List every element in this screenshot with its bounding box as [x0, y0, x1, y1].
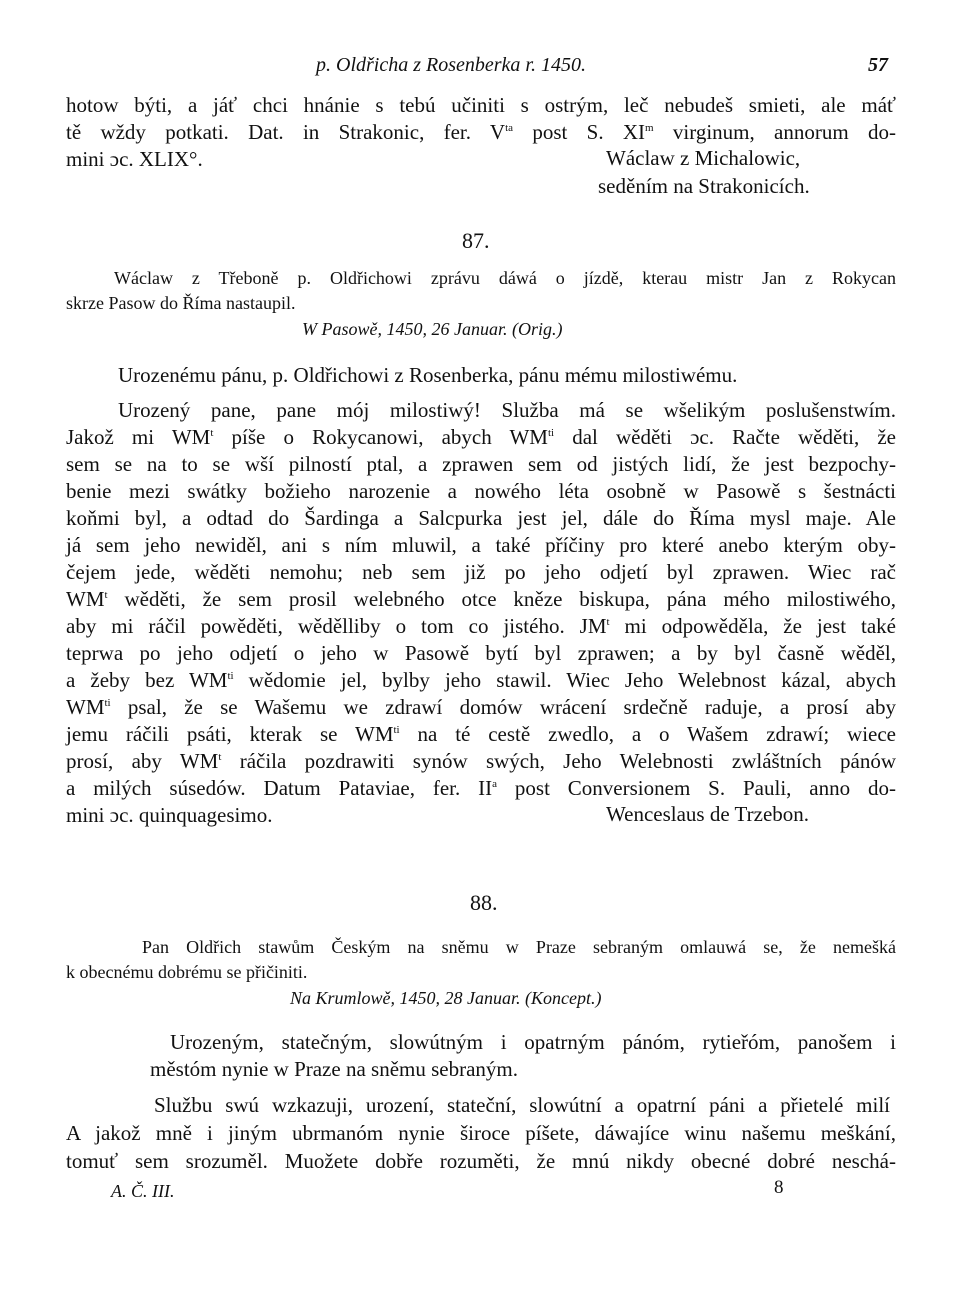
text-line: tomuť sem srozuměl. Muožete dobře rozuměti, že mnú nikdy obecné dobré neschá- — [66, 1149, 896, 1173]
source-note: Na Krumlowě, 1450, 28 Januar. (Koncept.) — [290, 988, 602, 1008]
text-line: Urozený pane, pane mój milostiwý! Služba má se wšelikým poslušenstwím. — [118, 398, 896, 422]
text-line: koňmi byl, a odtad do Šardinga a Salcpurka jest jel, dále do Říma mysl maje. Ale — [66, 506, 896, 530]
text-line: jemu ráčili psáti, kterak se $WM^{ti}$ na té cestě zwedlo, a o Wašem zdrawí; wiece — [66, 722, 896, 746]
text-line: čejem jede, wěděti nemohu; neb sem již po jeho odjetí byl zprawen. Wiec rač — [66, 560, 896, 584]
text-line: sem se na to se wší pilností ptal, a zprawen sem od jistých lidí, že jest bezpochy- — [66, 452, 896, 476]
address-line: Urozeným, statečným, slowútným i opatrným pánóm, rytieřóm, panošem i — [170, 1030, 896, 1054]
text-line: já sem jeho newiděl, ani s ním mluwil, a také příčiny pro které anebo kterým oby- — [66, 533, 896, 557]
text-line: A jakož mně i jiným ubrmanóm nynie široce píšete, dáwajíce winu našemu meškání, — [66, 1121, 896, 1145]
running-header-title: p. Oldřicha z Rosenberka r. 1450. — [316, 54, 586, 76]
summary-line: Wáclaw z Třeboně p. Oldřichowi zprávu dáwá o jízdě, kterau mistr Jan z Rokycan — [114, 268, 896, 288]
text-line: mini ɔc. XLIX°. — [66, 147, 203, 171]
address-line: Urozenému pánu, p. Oldřichowi z Rosenberka, pánu mému milostiwému. — [118, 363, 738, 387]
address-line: městóm nynie w Praze na sněmu sebraným. — [150, 1057, 518, 1081]
text-line: aby mi ráčil powěděti, wědělliby o tom co jistého. $JM^t$ mi odpowěděla, že jest také — [66, 614, 896, 638]
signature: Wenceslaus de Trzebon. — [606, 802, 810, 826]
text-line: Jakož mi $WM^t$ píše o Rokycanowi, abych $WM^{ti}$ dal wěděti ɔc. Račte wěděti, že — [66, 425, 897, 449]
text-line: mini ɔc. quinquagesimo. — [66, 803, 273, 827]
summary-line: k obecnému dobrému se přičiniti. — [66, 962, 308, 982]
text-line: hotow býti, a jáť chci hnánie s tebú učiniti s ostrým, leč nebudeš smieti, ale máť — [66, 93, 896, 117]
text-line: prosí, aby $WM^t$ ráčila pozdrawiti synów swých, Jeho Welebnosti zwláštních pánów — [66, 749, 896, 773]
text-line: benie mezi swátky božieho narozenie a nowého léta osobně w Pasowě s šestnácti — [66, 479, 896, 503]
text-line: teprwa po jeho odjetí o jeho w Pasowě bytí byl zprawen; a by byl časně wěděl, — [66, 641, 896, 665]
document-number: 88. — [470, 890, 498, 915]
page-number: 57 — [868, 54, 888, 76]
summary-line: skrze Pasow do Říma nastaupil. — [66, 293, 296, 313]
signature-mark: A. Č. III. — [111, 1181, 175, 1201]
sheet-number: 8 — [774, 1177, 784, 1198]
signature: seděním na Strakonicích. — [598, 174, 810, 198]
document-number: 87. — [462, 228, 490, 253]
text-line: a milých súsedów. Datum Pataviae, fer. $II^a$ post Conversionem S. Pauli, anno do- — [66, 776, 896, 800]
text-line: tě wždy potkati. Dat. in Strakonic, fer. $V^{ta}$ post S. $XI^m$ virginum, annorum do- — [66, 120, 896, 144]
source-note: W Pasowě, 1450, 26 Januar. (Orig.) — [302, 319, 563, 339]
summary-line: Pan Oldřich stawům Českým na sněmu w Praze sebraným omlauwá se, že nemešká — [142, 937, 896, 957]
text-line: a žeby bez $WM^{ti}$ wědomie jel, bylby jeho stawil. Wiec Jeho Welebnost kázal, abych — [66, 668, 897, 692]
text-line: $WM^t$ wěděti, že sem prosil welebného otce kněze biskupa, pána mého milostiwého, — [66, 587, 896, 611]
text-line: Službu swú wzkazuji, urození, stateční, slowútní a opatrní páni a přietelé milí — [154, 1093, 890, 1117]
text-line: $WM^{ti}$ psal, že se Wašemu we zdrawí domów wrácení srdečně raduje, a prosí aby — [66, 695, 896, 719]
signature: Wáclaw z Michalowic, — [606, 146, 801, 170]
